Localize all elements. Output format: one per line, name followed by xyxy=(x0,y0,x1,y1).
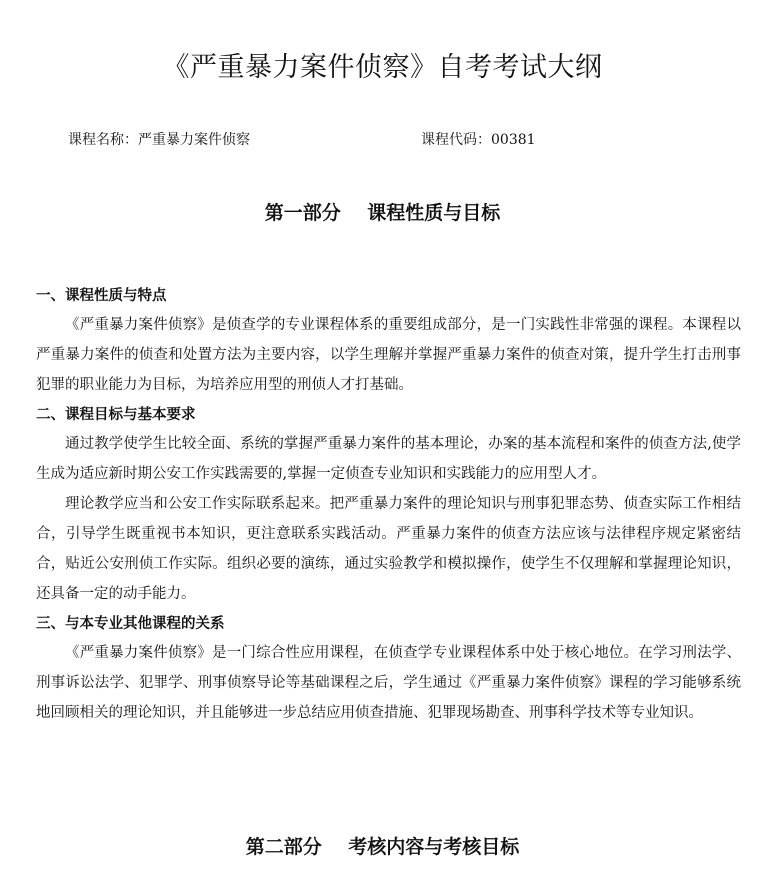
course-name: 课程名称：严重暴力案件侦察 xyxy=(68,132,250,148)
part-one-title: 第一部分 课程性质与目标 xyxy=(264,202,501,224)
section-heading-goals: 二、课程目标与基本要求 xyxy=(36,406,196,423)
section-paragraph: 理论教学应当和公安工作实际联系起来。把严重暴力案件的理论知识与刑事犯罪态势、侦查实际工作相结合，引导学生既重视书本知识，更注意联系实践活动。严重暴力案件的侦查方法应该与法律程序规定紧密结合，贴近公安刑侦工作实际。组织必要的演练，通过实验教学和模拟操作，使学生不仅理解和掌握理论知识，还具备一定的动手能力。 xyxy=(36,496,741,602)
section-heading-relations: 三、与本专业其他课程的关系 xyxy=(36,615,225,632)
part-one-content xyxy=(36,281,741,728)
document-title: 《严重暴力案件侦察》自考考试大纲 xyxy=(162,52,603,83)
part-two-title: 第二部分 考核内容与考核目标 xyxy=(245,836,520,858)
course-code: 课程代码：00381 xyxy=(421,132,536,148)
section-paragraph: 《严重暴力案件侦察》是一门综合性应用课程，在侦查学专业课程体系中处于核心地位。在学习刑法学、刑事诉讼法学、犯罪学、刑事侦察导论等基础课程之后，学生通过《严重暴力案件侦察》课程的学习能够系统地回顾相关的理论知识，并且能够进一步总结应用侦查措施、犯罪现场勘查、刑事科学技术等专业知识。 xyxy=(36,645,741,721)
course-info xyxy=(68,129,708,151)
section-heading-nature: 一、课程性质与特点 xyxy=(36,287,167,304)
section-paragraph: 《严重暴力案件侦察》是侦查学的专业课程体系的重要组成部分，是一门实践性非常强的课程。本课程以严重暴力案件的侦查和处置方法为主要内容，以学生理解并掌握严重暴力案件的侦查对策，提升学生打击刑事犯罪的职业能力为目标，为培养应用型的刑侦人才打基础。 xyxy=(36,317,741,393)
section-paragraph: 通过教学使学生比较全面、系统的掌握严重暴力案件的基本理论，办案的基本流程和案件的侦查方法,使学生成为适应新时期公安工作实践需要的,掌握一定侦查专业知识和实践能力的应用型人才。 xyxy=(36,436,741,482)
